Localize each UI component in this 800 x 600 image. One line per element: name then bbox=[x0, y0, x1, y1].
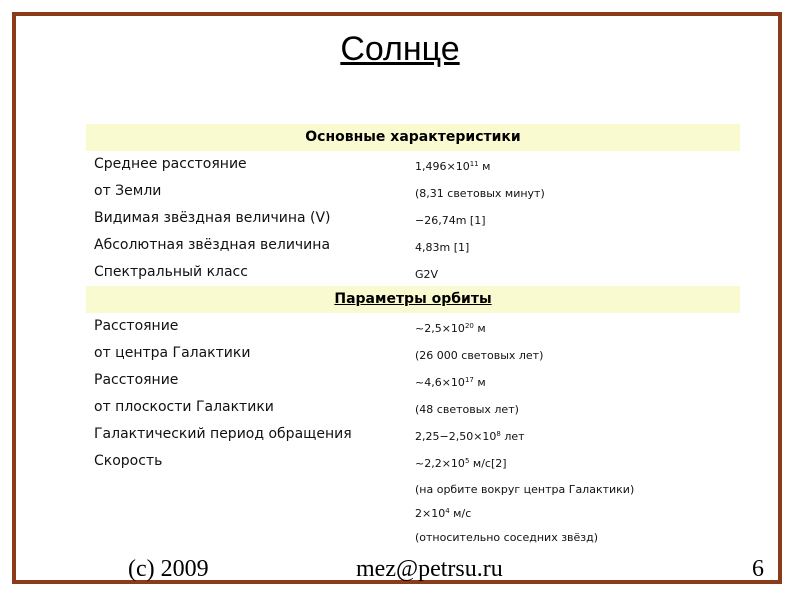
row-label: Расстояние bbox=[94, 372, 179, 388]
row-label: Расстояние bbox=[94, 318, 179, 334]
row-value: (на орбите вокруг центра Галактики) bbox=[415, 483, 635, 496]
row-value: $\sim 4,6\times 10^{17}$ м bbox=[415, 376, 486, 389]
characteristics-table bbox=[86, 124, 740, 547]
row-value: $1,496\times 10^{11}$ м bbox=[415, 160, 491, 173]
table-row bbox=[86, 340, 740, 367]
row-label: Среднее расстояние bbox=[94, 156, 247, 172]
row-value: G2V bbox=[415, 268, 439, 281]
row-value: $\sim 2,5\times 10^{20}$ м bbox=[415, 322, 486, 335]
table-row bbox=[86, 523, 740, 547]
row-label: от плоскости Галактики bbox=[94, 399, 274, 415]
row-value: $\sim 2,2\times 10^5$ м/с[2] bbox=[415, 457, 507, 470]
row-label: Абсолютная звёздная величина bbox=[94, 237, 331, 253]
section-header-orbit bbox=[86, 286, 740, 313]
row-label: Скорость bbox=[94, 453, 163, 469]
footer-email: mez@petrsu.ru bbox=[356, 556, 503, 582]
row-label: Видимая звёздная величина (V) bbox=[94, 210, 331, 226]
table-row bbox=[86, 499, 740, 523]
row-value: (относительно соседних звёзд) bbox=[415, 531, 599, 544]
row-value: 4,83m [1] bbox=[415, 241, 470, 254]
row-value: $2,25-2,50\times 10^8$ лет bbox=[415, 430, 525, 443]
table-row bbox=[86, 205, 740, 232]
table-row bbox=[86, 151, 740, 178]
footer-page-number: 6 bbox=[752, 556, 764, 582]
slide-title: Солнце bbox=[340, 30, 460, 68]
table-row bbox=[86, 475, 740, 499]
row-label: Спектральный класс bbox=[94, 264, 248, 280]
table-row bbox=[86, 178, 740, 205]
section-header-main-label: Основные характеристики bbox=[305, 129, 521, 145]
table-row bbox=[86, 448, 740, 475]
section-header-main bbox=[86, 124, 740, 151]
table-row bbox=[86, 232, 740, 259]
table-row bbox=[86, 259, 740, 286]
row-label: от Земли bbox=[94, 183, 162, 199]
section-header-orbit-label: Параметры орбиты bbox=[334, 291, 492, 307]
row-label: от центра Галактики bbox=[94, 345, 251, 361]
table-row bbox=[86, 421, 740, 448]
row-label: Галактический период обращения bbox=[94, 426, 352, 442]
row-value: (48 световых лет) bbox=[415, 403, 519, 416]
row-value: (26 000 световых лет) bbox=[415, 349, 544, 362]
table-row bbox=[86, 394, 740, 421]
row-value: −26,74m [1] bbox=[415, 214, 486, 227]
table-row bbox=[86, 367, 740, 394]
table-row bbox=[86, 313, 740, 340]
row-value: $2\times 10^4$ м/с bbox=[415, 507, 472, 520]
row-value: (8,31 световых минут) bbox=[415, 187, 545, 200]
footer-copyright: (c) 2009 bbox=[128, 556, 209, 582]
